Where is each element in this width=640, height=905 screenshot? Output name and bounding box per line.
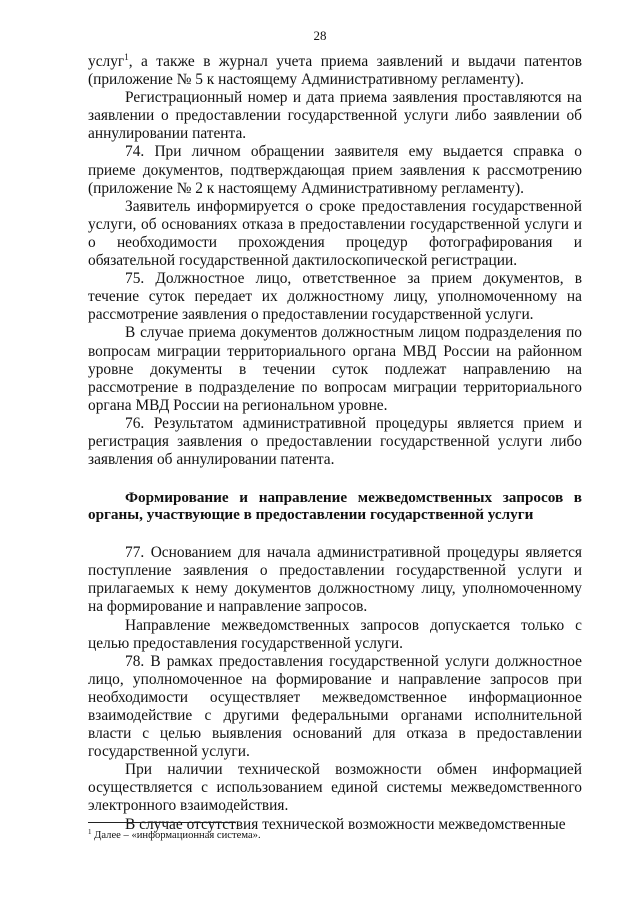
paragraph-applicant-informed: Заявитель информируется о сроке предоставления государственной услуги, об основаниях отказа в предоставлении государственной услуги и о необходимости прохождения процедур фотографирования и обязательной государственной дактилоскопической регистрации. — [88, 197, 582, 270]
page-number: 28 — [313, 28, 327, 43]
paragraph-text: , а также в журнал учета приема заявлений и выдачи патентов (приложение № 5 к настоящему Административному регламенту). — [88, 53, 582, 89]
section-heading: Формирование и направление межведомственных запросов в органы, участвующие в предоставлении государственной услуги — [88, 489, 582, 524]
paragraph-78: 78. В рамках предоставления государственной услуги должностное лицо, уполномоченное на формирование и направление запросов при необходимости осуществляет межведомственное информационное взаимодействие с другими федеральными органами исполнительной власти с целью выявления оснований для отказа в предоставлении государственной услуги. — [88, 652, 582, 761]
footnote-text: Далее – «информационная система». — [94, 830, 261, 841]
footnote — [88, 829, 582, 842]
paragraph-text: услуг — [88, 53, 125, 70]
paragraph-district-level: В случае приема документов должностным лицом подразделения по вопросам миграции территориального органа МВД России на районном уровне документы в течении суток подлежат направлению на рассмотрение в подразделение по вопросам миграции территориального органа МВД России на региональном уровне. — [88, 324, 582, 414]
footnote-reference: 1 — [124, 52, 129, 62]
paragraph-76: 76. Результатом административной процедуры является прием и регистрация заявления о предоставлении государственной услуги либо заявления об аннулировании патента. — [88, 414, 582, 469]
paragraph-requests-purpose: Направление межведомственных запросов допускается только с целью предоставления государственной услуги. — [88, 616, 582, 652]
document-body — [88, 53, 582, 834]
paragraph-no-technical-possibility: В случае отсутствия технической возможности межведомственные — [125, 815, 566, 833]
footnote-marker: 1 — [88, 828, 92, 836]
paragraph-technical-possibility: При наличии технической возможности обмен информацией осуществляется с использованием единой системы межведомственного электронного взаимодействия. — [88, 761, 582, 815]
paragraph-75: 75. Должностное лицо, ответственное за прием документов, в течение суток передает их должностному лицу, уполномоченному на рассмотрение заявления о предоставлении государственной услуги. — [88, 270, 582, 324]
paragraph-74: 74. При личном обращении заявителя ему выдается справка о приеме документов, подтверждающая прием заявления к рассмотрению (приложение № 2 к настоящему Административному регламенту). — [88, 143, 582, 197]
footnote-divider — [88, 822, 236, 823]
paragraph-continuation — [88, 53, 582, 89]
paragraph-77: 77. Основанием для начала административной процедуры является поступление заявления о предоставлении государственной услуги и прилагаемых к нему документов должностному лицу, уполномоченному на формирование и направление запросов. — [88, 544, 582, 616]
paragraph-registration-number: Регистрационный номер и дата приема заявления проставляются на заявлении о предоставлении государственной услуги либо заявлении об аннулировании патента. — [88, 89, 582, 143]
